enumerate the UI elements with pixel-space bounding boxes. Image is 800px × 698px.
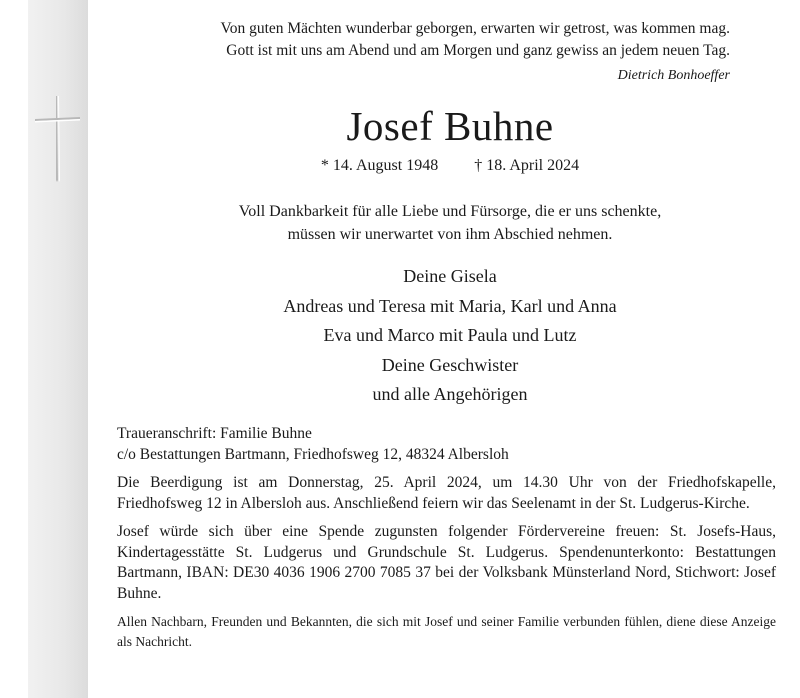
family-line: Andreas und Teresa mit Maria, Karl und Anna <box>283 295 617 316</box>
family-line: Eva und Marco mit Paula und Lutz <box>323 325 577 345</box>
details-section <box>117 424 776 659</box>
deceased-name: Josef Buhne <box>346 103 554 149</box>
family-line: Deine Geschwister <box>381 354 519 375</box>
funeral-info: Die Beerdigung ist am Donnerstag, 25. April 2024, um 14.30 Uhr von der Friedhofskapelle, Friedhofsweg 12 in Albersloh aus. Anschließend feiern wir das Seelenamt in der St. Ludgerus-Kirche. <box>117 474 776 512</box>
family-line: und alle Angehörigen <box>372 384 528 404</box>
notice-text: Allen Nachbarn, Freunden und Bekannten, die sich mit Josef und seiner Familie verbunden fühlen, diene diese Anzeige als Nachricht. <box>117 614 776 649</box>
quote-author: Dietrich Bonhoeffer <box>617 68 730 83</box>
birth-date: * 14. August 1948 <box>320 157 439 174</box>
mourning-address <box>117 424 776 465</box>
thanks-line-1: Voll Dankbarkeit für alle Liebe und Fürsorge, die er uns schenkte, <box>238 203 662 220</box>
address-line-2: c/o Bestattungen Bartmann, Friedhofsweg 12, 48324 Albersloh <box>117 445 509 463</box>
quote-line-1: Von guten Mächten wunderbar geborgen, erwarten wir getrost, was kommen mag. <box>220 20 730 37</box>
cross-icon <box>30 92 86 184</box>
quote-line-2: Gott ist mit uns am Abend und am Morgen und ganz gewiss an jedem neuen Tag. <box>226 42 730 59</box>
family-list <box>150 262 750 410</box>
death-date: † 18. April 2024 <box>474 157 580 174</box>
bonhoeffer-quote <box>120 18 730 87</box>
address-line-1: Traueranschrift: Familie Buhne <box>117 425 312 442</box>
donation-info: Josef würde sich über eine Spende zugunsten folgender Fördervereine freuen: St. Josefs-Haus, Kindertagesstätte St. Ludgerus und Grundschule St. Ludgerus. Spendenunterkonto: Bestattungen Bartmann, IBAN: DE30 4036 1906 2700 7085 37 bei der Volksbank Münsterland Nord, Stichwort: Josef Buhne. <box>117 523 776 602</box>
family-line: Deine Gisela <box>403 266 497 286</box>
life-dates <box>150 156 750 176</box>
thanks-line-2: müssen wir unerwartet von ihm Abschied nehmen. <box>287 226 613 243</box>
thanks-text <box>150 200 750 246</box>
